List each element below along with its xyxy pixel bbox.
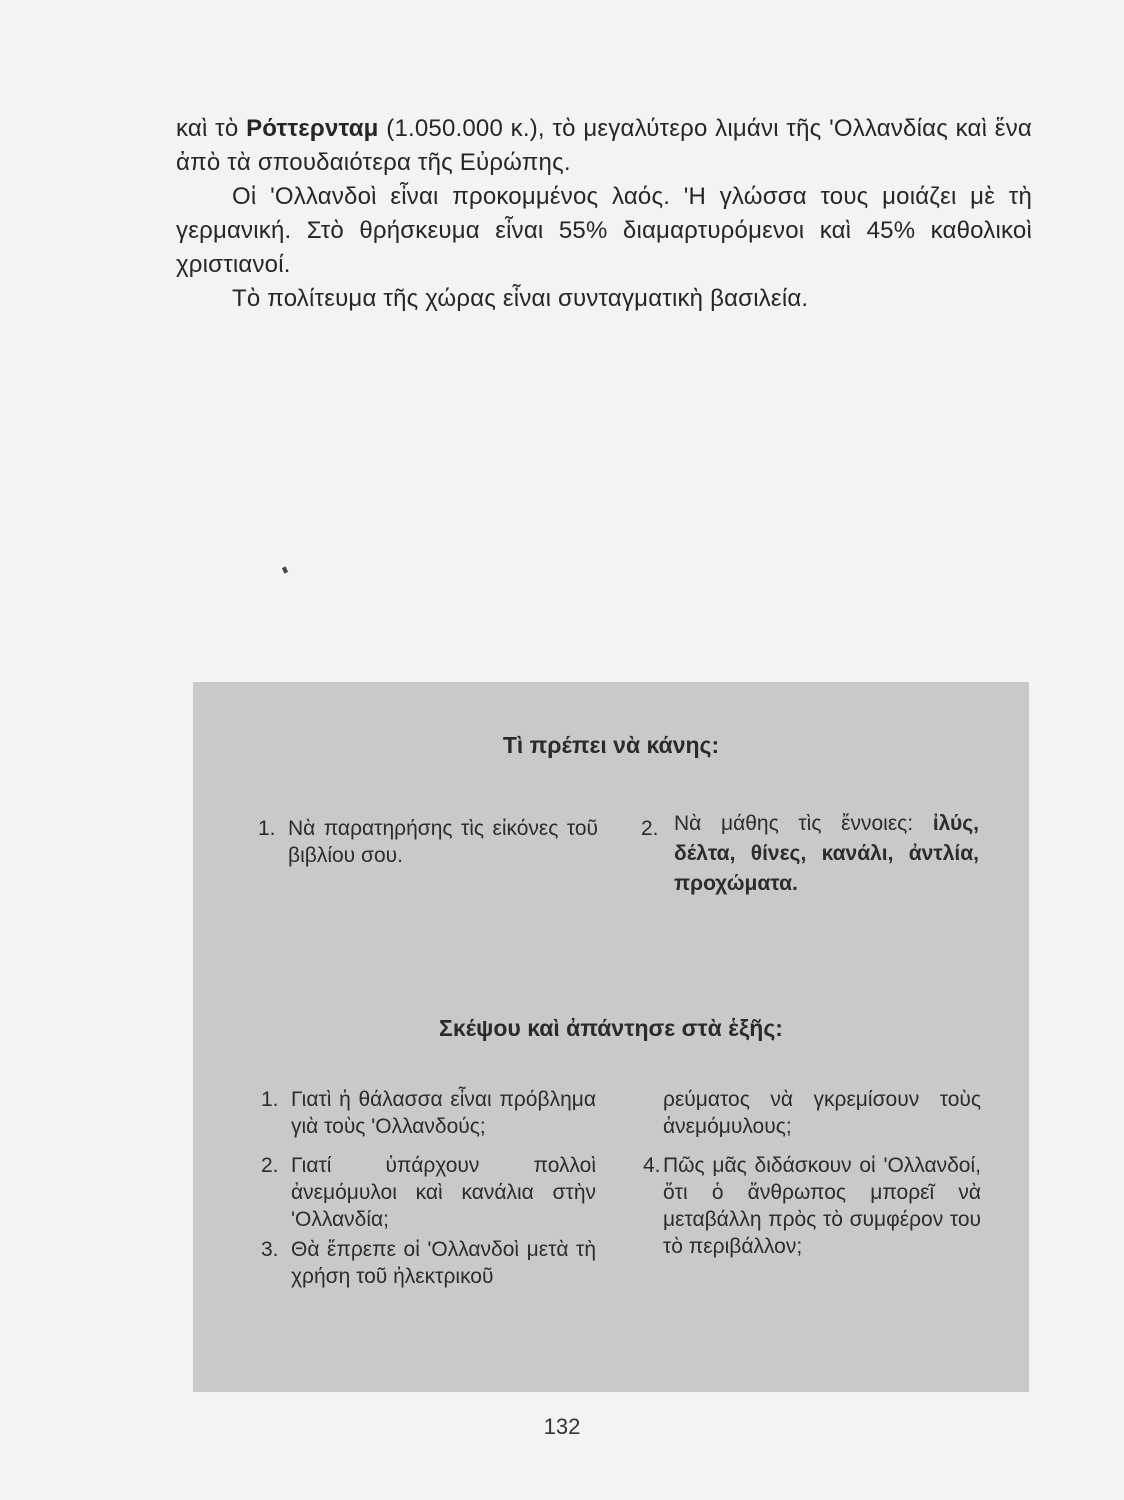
tasks-heading: Τὶ πρέπει νὰ κάνης: bbox=[502, 732, 720, 758]
paragraph-people: Οἱ 'Ολλανδοὶ εἶναι προκομμένος λαός. 'Η γλώσσα τους μοιάζει μὲ τὴ γερμανική. Στὸ θρήσκευμα εἶναι 55% διαμαρτυρόμενοι καὶ 45% καθολικοὶ χριστιανοί. bbox=[176, 183, 1032, 278]
paragraph-rotterdam: καὶ τὸ Ρόττερνταμ (1.050.000 κ.), τὸ μεγαλύτερο λιμάνι τῆς 'Ολλανδίας καὶ ἕνα ἀπὸ τὰ σπουδαιότερα τῆς Εὐρώπης. bbox=[176, 115, 1032, 176]
question-3: 3. Θὰ ἔπρεπε οἱ 'Ολλανδοὶ μετὰ τὴ χρήση τοῦ ἠλεκτρικοῦ bbox=[261, 1238, 596, 1288]
question-1: 1. Γιατὶ ἡ θάλασσα εἶναι πρόβλημα γιὰ τοὺς 'Ολλανδούς; bbox=[261, 1088, 596, 1138]
rotterdam-bold: Ρόττερνταμ bbox=[246, 115, 379, 142]
question-3-continued: ρεύματος νὰ γκρεμίσουν τοὺς ἀνεμόμυλους; bbox=[663, 1088, 981, 1138]
question-4: 4. Πῶς μᾶς διδάσκουν οἱ 'Ολλανδοί, ὅτι ὁ ἄνθρωπος μπορεῖ νὰ μεταβάλλη πρὸς τὸ συμφέρον του τὸ περιβάλλον; bbox=[643, 1154, 981, 1258]
task-1: 1. Νὰ παρατηρήσης τὶς εἰκόνες τοῦ βιβλίου σου. bbox=[258, 817, 598, 867]
questions-heading: Σκέψου καὶ ἀπάντησε στὰ ἑξῆς: bbox=[439, 1015, 783, 1041]
exercise-box bbox=[193, 682, 1029, 1392]
page-number: 132 bbox=[543, 1414, 581, 1439]
stray-mark bbox=[282, 566, 288, 573]
body-text bbox=[176, 112, 1032, 316]
question-2: 2. Γιατί ὑπάρχουν πολλοὶ ἀνεμόμυλοι καὶ κανάλια στὴν 'Ολλανδία; bbox=[261, 1154, 596, 1231]
paragraph-government: Τὸ πολίτευμα τῆς χώρας εἶναι συνταγματικὴ βασιλεία. bbox=[232, 285, 809, 312]
key-terms: ἰλύς, δέλτα, θίνες, κανάλι, ἀντλία, προχώματα. bbox=[674, 812, 979, 895]
task-2: 2. Νὰ μάθης τὶς ἔννοιες: ἰλύς, δέλτα, θίνες, κανάλι, ἀντλία, προχώματα. bbox=[641, 812, 979, 895]
